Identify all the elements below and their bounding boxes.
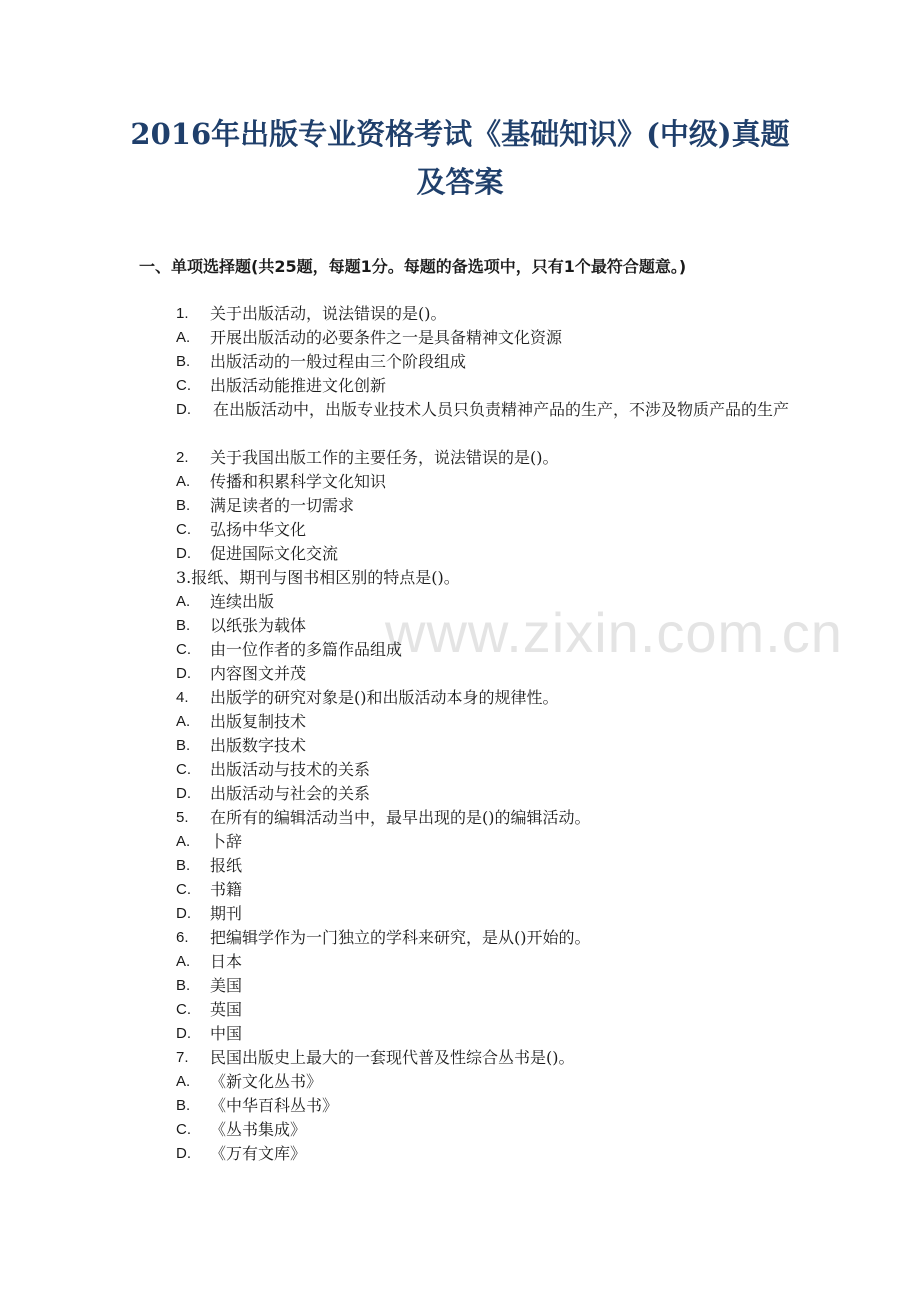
watermark: www.zixin.com.cn: [385, 601, 843, 664]
list-item: [139, 854, 789, 878]
list-item: [139, 710, 789, 734]
item-text: 出版数字技术: [210, 736, 307, 755]
list-item: [139, 926, 789, 950]
item-text: 关于我国出版工作的主要任务，说法错误的是()。: [210, 448, 559, 467]
item-text: 出版活动与技术的关系: [210, 760, 371, 779]
list-item: [139, 590, 789, 614]
list-item: [139, 1118, 789, 1142]
item-marker: C.: [176, 377, 191, 394]
item-text: 民国出版史上最大的一套现代普及性综合丛书是()。: [210, 1048, 575, 1067]
item-marker: C.: [176, 1121, 191, 1138]
list-item: [139, 974, 789, 998]
item-text: 《丛书集成》: [210, 1120, 307, 1139]
item-text: 《新文化丛书》: [210, 1072, 323, 1091]
list-item: [139, 878, 789, 902]
item-marker: 5.: [176, 809, 189, 826]
item-text: 在出版活动中，出版专业技术人员只负责精神产品的生产，不涉及物质产品的生产: [213, 400, 790, 419]
item-text: 关于出版活动，说法错误的是()。: [210, 304, 447, 323]
section-heading: 一、单项选择题(共25题，每题1分。每题的备选项中，只有1个最符合题意。): [139, 257, 687, 276]
item-marker: A.: [176, 473, 191, 490]
list-item: [139, 302, 789, 326]
item-text: 出版活动的一般过程由三个阶段组成: [210, 352, 467, 371]
item-marker: B.: [176, 737, 191, 754]
item-text: 促进国际文化交流: [210, 544, 339, 563]
list-item: [139, 518, 789, 542]
item-marker: C.: [176, 1001, 191, 1018]
item-marker: B.: [176, 857, 191, 874]
list-item: [139, 350, 789, 374]
list-item: [139, 998, 789, 1022]
item-marker: B.: [176, 497, 191, 514]
item-marker: D.: [176, 1025, 191, 1042]
item-text: 开展出版活动的必要条件之一是具备精神文化资源: [210, 328, 563, 347]
item-marker: 7.: [176, 1049, 189, 1066]
list-item: [139, 782, 789, 806]
list-item: [139, 398, 789, 446]
list-item: [139, 542, 789, 566]
item-text: 传播和积累科学文化知识: [210, 472, 387, 491]
list-item: [139, 494, 789, 518]
document-title: 2016年出版专业资格考试《基础知识》(中级)真题及答案: [130, 117, 790, 199]
item-text: 由一位作者的多篇作品组成: [210, 640, 403, 659]
item-text: 报纸: [210, 856, 243, 875]
item-marker: C.: [176, 641, 191, 658]
item-text: 日本: [210, 952, 243, 971]
list-item: [139, 566, 789, 590]
item-marker: A.: [176, 713, 191, 730]
list-item: [139, 734, 789, 758]
list-item: [139, 1070, 789, 1094]
item-marker: 2.: [176, 449, 189, 466]
list-item: [139, 1142, 789, 1166]
list-item: [139, 830, 789, 854]
item-text: 3.报纸、期刊与图书相区别的特点是()。: [176, 568, 460, 587]
item-text: 连续出版: [210, 592, 275, 611]
list-item: [139, 1094, 789, 1118]
list-item: [139, 758, 789, 782]
list-item: [139, 326, 789, 350]
item-text: 美国: [210, 976, 243, 995]
item-text: 《中华百科丛书》: [210, 1096, 339, 1115]
list-item: [139, 638, 789, 662]
item-text: 中国: [210, 1024, 243, 1043]
item-marker: 4.: [176, 689, 189, 706]
item-marker: B.: [176, 1097, 191, 1114]
item-marker: 1.: [176, 305, 189, 322]
list-item: [139, 806, 789, 830]
item-marker: D.: [176, 665, 191, 682]
item-marker: D.: [176, 401, 191, 418]
item-text: 内容图文并茂: [210, 664, 307, 683]
list-item: [139, 614, 789, 638]
item-marker: C.: [176, 881, 191, 898]
item-marker: C.: [176, 521, 191, 538]
item-text: 出版学的研究对象是()和出版活动本身的规律性。: [210, 688, 559, 707]
item-text: 卜辞: [210, 832, 243, 851]
list-item: [139, 470, 789, 494]
item-text: 满足读者的一切需求: [210, 496, 355, 515]
item-marker: C.: [176, 761, 191, 778]
list-item: [139, 686, 789, 710]
item-text: 弘扬中华文化: [210, 520, 307, 539]
item-text: 出版活动能推进文化创新: [210, 376, 387, 395]
item-text: 期刊: [210, 904, 243, 923]
list-item: [139, 662, 789, 686]
list-item: [139, 902, 789, 926]
item-marker: D.: [176, 1145, 191, 1162]
list-item: [139, 446, 789, 470]
item-marker: A.: [176, 1073, 191, 1090]
item-marker: D.: [176, 785, 191, 802]
item-text: 出版复制技术: [210, 712, 307, 731]
item-text: 出版活动与社会的关系: [210, 784, 371, 803]
list-item: [139, 374, 789, 398]
item-marker: A.: [176, 953, 191, 970]
item-marker: B.: [176, 617, 191, 634]
item-text: 在所有的编辑活动当中，最早出现的是()的编辑活动。: [210, 808, 591, 827]
list-item: [139, 1022, 789, 1046]
item-marker: D.: [176, 905, 191, 922]
item-text: 书籍: [210, 880, 243, 899]
list-item: [139, 950, 789, 974]
item-text: 把编辑学作为一门独立的学科来研究，是从()开始的。: [210, 928, 591, 947]
item-marker: 6.: [176, 929, 189, 946]
item-text: 英国: [210, 1000, 243, 1019]
list-item: [139, 1046, 789, 1070]
item-text: 以纸张为载体: [210, 616, 307, 635]
item-marker: A.: [176, 329, 191, 346]
item-marker: B.: [176, 353, 191, 370]
item-marker: D.: [176, 545, 191, 562]
question-list: [139, 302, 789, 1166]
item-marker: A.: [176, 833, 191, 850]
item-marker: B.: [176, 977, 191, 994]
item-marker: A.: [176, 593, 191, 610]
item-text: 《万有文库》: [210, 1144, 307, 1163]
